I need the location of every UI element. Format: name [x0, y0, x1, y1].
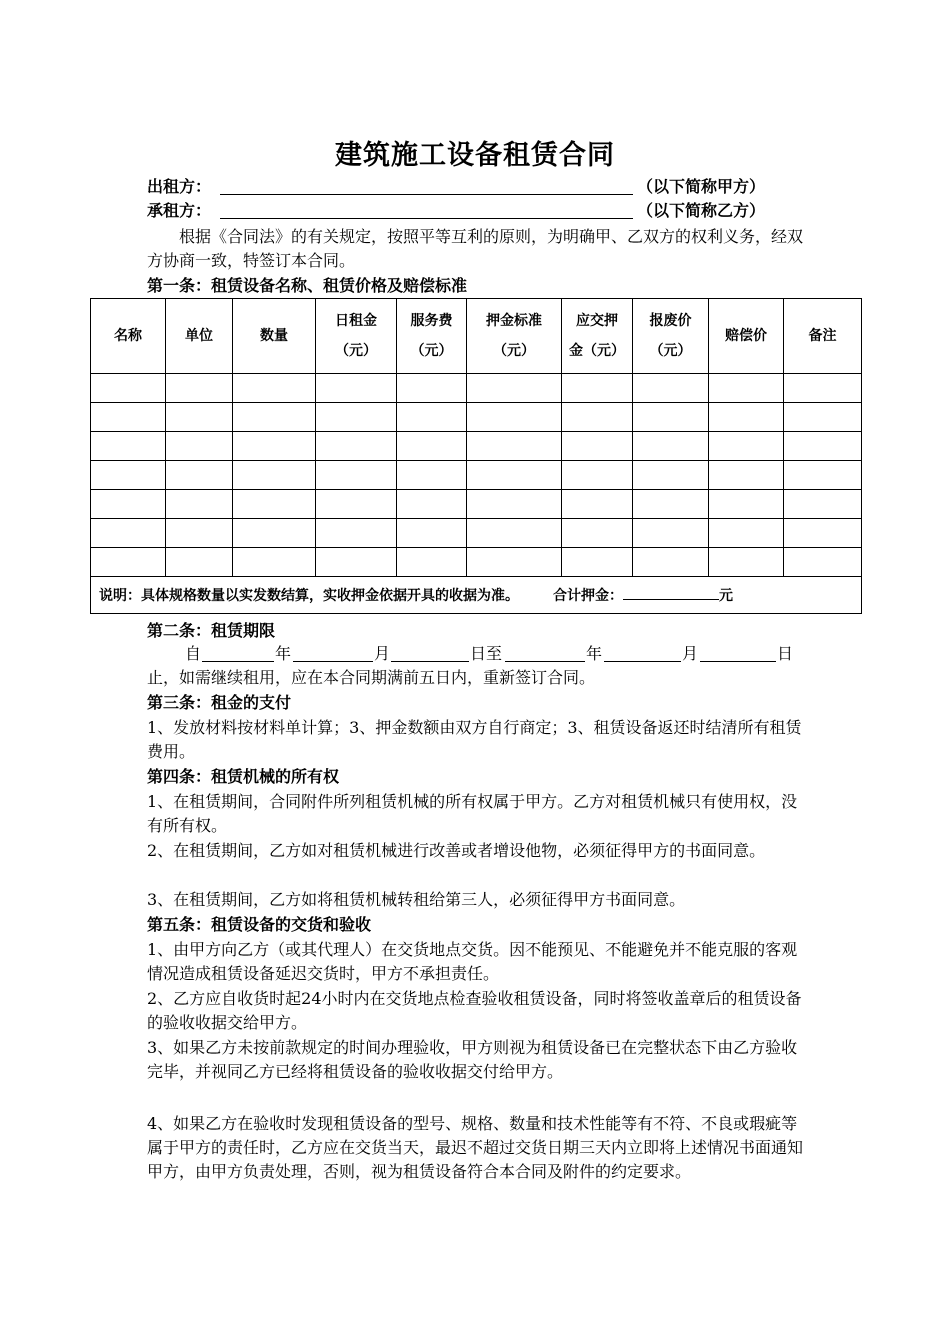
column-header	[397, 299, 467, 374]
table-header-row	[91, 299, 862, 374]
table-cell[interactable]	[316, 461, 397, 490]
lessee-label: 承租方：	[147, 201, 212, 220]
table-row	[91, 403, 862, 432]
table-cell[interactable]	[562, 490, 633, 519]
table-cell[interactable]	[397, 490, 467, 519]
table-cell[interactable]	[91, 461, 166, 490]
table-cell[interactable]	[91, 374, 166, 403]
table-cell[interactable]	[467, 519, 562, 548]
column-header-line: （元）	[335, 343, 377, 359]
table-cell[interactable]	[166, 519, 233, 548]
table-row	[91, 461, 862, 490]
table-cell[interactable]	[316, 374, 397, 403]
table-cell[interactable]	[397, 374, 467, 403]
table-cell[interactable]	[709, 403, 784, 432]
table-cell[interactable]	[633, 461, 709, 490]
table-cell[interactable]	[709, 519, 784, 548]
article5-heading: 第五条：租赁设备的交货和验收	[147, 915, 372, 934]
column-header-line: （元）	[649, 343, 692, 359]
table-cell[interactable]	[233, 374, 316, 403]
column-header-line: 赔偿价	[725, 328, 767, 344]
lessor-line	[147, 175, 787, 199]
table-cell[interactable]	[166, 432, 233, 461]
column-header	[633, 299, 709, 374]
table-cell[interactable]	[233, 461, 316, 490]
table-cell[interactable]	[233, 548, 316, 577]
table-cell[interactable]	[316, 490, 397, 519]
end-day-blank[interactable]	[700, 661, 776, 662]
table-cell[interactable]	[784, 490, 862, 519]
column-header-line: 金（元）	[569, 343, 625, 359]
column-header-line: （元）	[410, 343, 453, 359]
table-cell[interactable]	[562, 432, 633, 461]
table-cell[interactable]	[467, 490, 562, 519]
table-cell[interactable]	[709, 374, 784, 403]
start-day-blank[interactable]	[391, 661, 469, 662]
article3-heading: 第三条：租金的支付	[147, 693, 292, 712]
table-cell[interactable]	[166, 374, 233, 403]
table-row	[91, 374, 862, 403]
table-cell[interactable]	[467, 432, 562, 461]
table-cell[interactable]	[397, 519, 467, 548]
column-header-line: 应交押	[576, 313, 618, 329]
column-header	[166, 299, 233, 374]
table-row	[91, 432, 862, 461]
column-header-line: 押金标准	[486, 313, 542, 329]
column-header-line: 服务费	[410, 313, 453, 329]
page-title: 建筑施工设备租赁合同	[335, 140, 615, 171]
table-cell[interactable]	[562, 403, 633, 432]
table-cell[interactable]	[166, 461, 233, 490]
start-year-blank[interactable]	[202, 661, 274, 662]
article2-text: 止，如需继续租用，应在本合同期满前五日内，重新签订合同。	[147, 668, 596, 687]
table-cell[interactable]	[316, 548, 397, 577]
table-cell[interactable]	[91, 403, 166, 432]
table-cell[interactable]	[316, 403, 397, 432]
table-cell[interactable]	[397, 548, 467, 577]
lessee-line	[147, 199, 787, 223]
date-word: 年	[275, 644, 292, 663]
table-cell[interactable]	[233, 519, 316, 548]
date-word: 日至	[470, 644, 503, 663]
table-cell[interactable]	[633, 490, 709, 519]
table-cell[interactable]	[233, 490, 316, 519]
table-cell[interactable]	[709, 490, 784, 519]
article5-item: 4、如果乙方在验收时发现租赁设备的型号、规格、数量和技术性能等有不符、不良或瑕疵等属于甲方的责任时，乙方应在交货当天，最迟不超过交货日期三天内立即将上述情况书面通知甲方，由甲方负责处理，否则，视为租赁设备符合本合同及附件的约定要求。	[147, 1114, 804, 1181]
table-cell[interactable]	[467, 374, 562, 403]
lessee-suffix: （以下简称乙方）	[637, 201, 766, 220]
table-cell[interactable]	[562, 519, 633, 548]
column-header-line: 单位	[185, 328, 213, 344]
table-cell[interactable]	[397, 403, 467, 432]
article4-heading: 第四条：租赁机械的所有权	[147, 767, 340, 786]
column-header-line: 备注	[808, 328, 837, 344]
article5-item: 3、如果乙方未按前款规定的时间办理验收，甲方则视为租赁设备已在完整状态下由乙方验收完毕，并视同乙方已经将租赁设备的验收收据交付给甲方。	[147, 1038, 798, 1081]
table-cell[interactable]	[633, 374, 709, 403]
date-word: 月	[682, 644, 699, 663]
lessor-blank[interactable]	[220, 194, 633, 195]
total-deposit-blank[interactable]	[623, 585, 719, 600]
table-cell[interactable]	[633, 432, 709, 461]
article5-item: 2、乙方应自收货时起24小时内在交货地点检查验收租赁设备，同时将签收盖章后的租赁设备的验收收据交给甲方。	[147, 989, 802, 1032]
total-deposit-label: 合计押金：	[553, 588, 623, 604]
lessee-blank[interactable]	[220, 218, 633, 219]
article4-item: 1、在租赁期间，合同附件所列租赁机械的所有权属于甲方。乙方对租赁机械只有使用权，没有所有权。	[147, 792, 798, 835]
table-note: 说明：具体规格数量以实发数结算，实收押金依据开具的收据为准。	[99, 588, 519, 604]
table-cell[interactable]	[166, 548, 233, 577]
table-note-cell	[91, 577, 862, 614]
table-cell[interactable]	[784, 403, 862, 432]
column-header-line: 名称	[114, 328, 142, 344]
column-header-line: （元）	[493, 343, 535, 359]
table-cell[interactable]	[633, 403, 709, 432]
table-row	[91, 519, 862, 548]
table-cell[interactable]	[709, 432, 784, 461]
article1-heading: 第一条：租赁设备名称、租赁价格及赔偿标准	[147, 276, 468, 295]
column-header	[233, 299, 316, 374]
table-cell[interactable]	[91, 548, 166, 577]
column-header-line: 日租金	[335, 313, 377, 329]
table-cell[interactable]	[166, 403, 233, 432]
total-deposit-unit: 元	[719, 588, 733, 604]
table-row	[91, 490, 862, 519]
article4-item: 2、在租赁期间，乙方如对租赁机械进行改善或者增设他物，必须征得甲方的书面同意。	[147, 841, 766, 860]
table-cell[interactable]	[91, 490, 166, 519]
end-year-blank[interactable]	[505, 661, 585, 662]
table-cell[interactable]	[562, 374, 633, 403]
table-cell[interactable]	[784, 548, 862, 577]
date-word: 年	[586, 644, 603, 663]
table-cell[interactable]	[562, 461, 633, 490]
table-cell[interactable]	[91, 519, 166, 548]
table-cell[interactable]	[91, 432, 166, 461]
article4-item: 3、在租赁期间，乙方如将租赁机械转租给第三人，必须征得甲方书面同意。	[147, 890, 686, 909]
table-cell[interactable]	[562, 548, 633, 577]
lessor-label: 出租方：	[147, 177, 212, 196]
date-word: 日	[777, 644, 794, 663]
table-cell[interactable]	[316, 432, 397, 461]
table-cell[interactable]	[784, 374, 862, 403]
column-header	[709, 299, 784, 374]
preamble: 根据《合同法》的有关规定，按照平等互利的原则，为明确甲、乙双方的权利义务，经双方协商一致，特签订本合同。	[147, 227, 804, 270]
equipment-table	[90, 298, 862, 614]
lessor-suffix: （以下简称甲方）	[637, 177, 766, 196]
table-cell[interactable]	[467, 461, 562, 490]
table-cell[interactable]	[467, 403, 562, 432]
table-cell[interactable]	[233, 432, 316, 461]
article3-text: 1、发放材料按材料单计算；3、押金数额由双方自行商定；3、租赁设备返还时结清所有租赁费用。	[147, 718, 802, 761]
column-header	[562, 299, 633, 374]
column-header	[467, 299, 562, 374]
date-word: 自	[185, 644, 202, 663]
table-cell[interactable]	[633, 519, 709, 548]
end-month-blank[interactable]	[604, 661, 681, 662]
table-cell[interactable]	[316, 519, 397, 548]
table-note-row	[91, 577, 862, 614]
table-cell[interactable]	[397, 432, 467, 461]
date-word: 月	[374, 644, 391, 663]
article2-heading: 第二条：租赁期限	[147, 621, 276, 640]
column-header-line: 报废价	[649, 313, 692, 329]
table-cell[interactable]	[784, 519, 862, 548]
column-header	[316, 299, 397, 374]
table-cell[interactable]	[709, 548, 784, 577]
table-cell[interactable]	[166, 490, 233, 519]
table-cell[interactable]	[233, 403, 316, 432]
column-header	[784, 299, 862, 374]
article5-item: 1、由甲方向乙方（或其代理人）在交货地点交货。因不能预见、不能避免并不能克服的客观情况造成租赁设备延迟交货时，甲方不承担责任。	[147, 940, 798, 983]
table-cell[interactable]	[633, 548, 709, 577]
table-cell[interactable]	[467, 548, 562, 577]
start-month-blank[interactable]	[293, 661, 373, 662]
table-cell[interactable]	[397, 461, 467, 490]
column-header	[91, 299, 166, 374]
column-header-line: 数量	[260, 328, 288, 344]
table-cell[interactable]	[784, 461, 862, 490]
table-cell[interactable]	[709, 461, 784, 490]
table-row	[91, 548, 862, 577]
table-cell[interactable]	[784, 432, 862, 461]
